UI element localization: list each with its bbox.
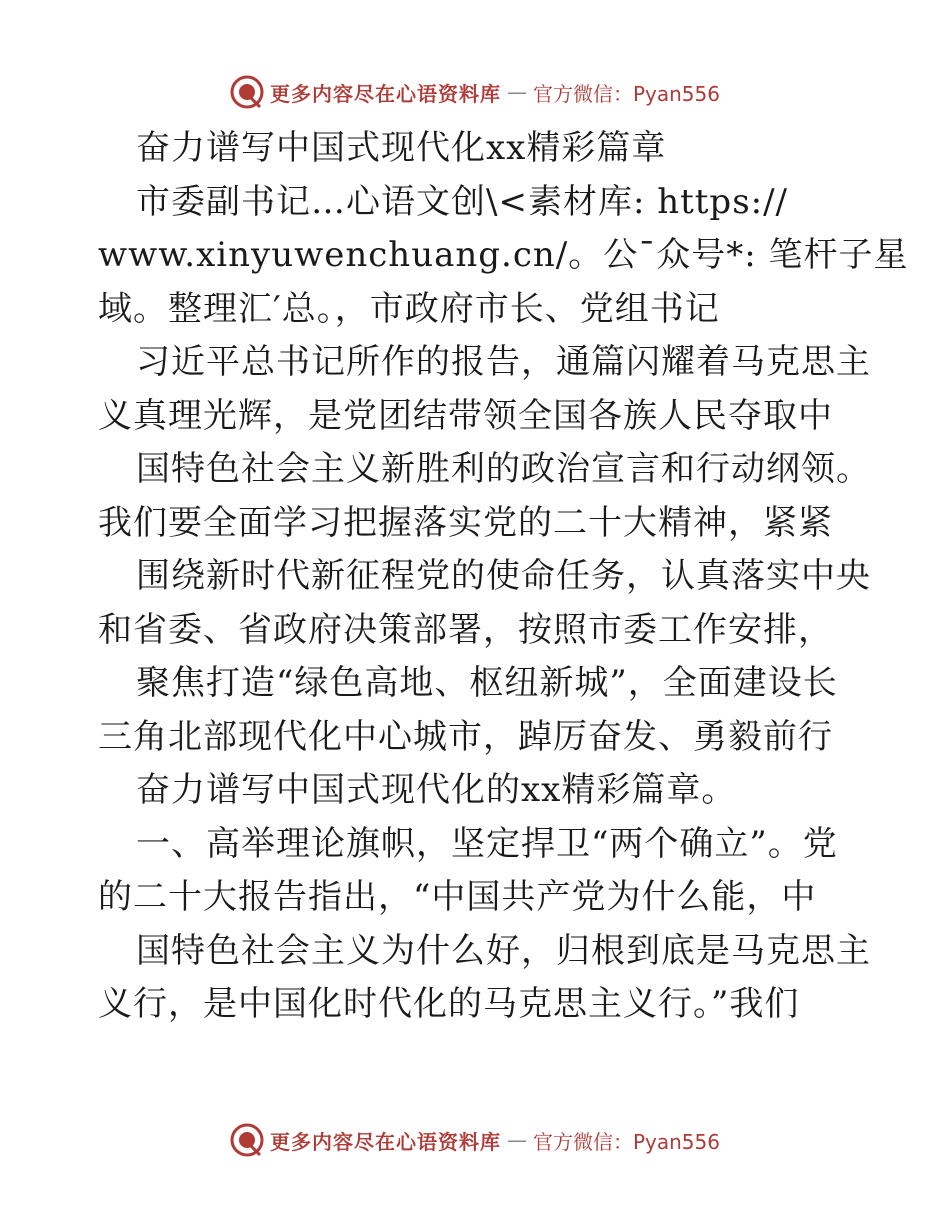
doc-line: 市委副书记…心语文创\<素材库: https:// — [136, 181, 789, 222]
header-banner — [0, 70, 950, 114]
doc-line: 聚焦打造“绿色高地、枢纽新城”，全面建设长 — [136, 663, 838, 703]
pen-logo-icon — [230, 1123, 264, 1157]
doc-line: 三角北部现代化中心城市，踔厉奋发、勇毅前行 — [98, 716, 833, 757]
doc-line: 域。整理汇′总。，市政府市长、党组书记 — [98, 288, 720, 329]
doc-line: 围绕新时代新征程党的使命任务，认真落实中央 — [136, 556, 871, 596]
doc-line: 的二十大报告指出，“中国共产党为什么能，中 — [98, 877, 817, 917]
footer-banner — [0, 1118, 950, 1162]
header-banner-text: 更多内容尽在心语资料库 — [269, 81, 501, 106]
document-body — [98, 122, 909, 1032]
doc-line: 和省委、省政府决策部署，按照市委工作安排， — [98, 609, 833, 650]
pen-logo-icon — [230, 75, 264, 109]
footer-banner-account: 官方微信：Pyan556 — [532, 1129, 720, 1154]
doc-line: 一、高举理论旗帜，坚定捍卫“两个确立”。党 — [136, 823, 838, 864]
header-banner-separator: — — [506, 80, 527, 104]
doc-title: 奋力谱写中国式现代化xx精彩篇章 — [136, 128, 667, 168]
footer-banner-separator: — — [506, 1128, 527, 1152]
header-banner-account: 官方微信：Pyan556 — [532, 81, 720, 106]
doc-line: 奋力谱写中国式现代化的xx精彩篇章。 — [136, 770, 737, 810]
doc-line: 我们要全面学习把握落实党的二十大精神，紧紧 — [98, 502, 833, 543]
doc-line: 国特色社会主义为什么好，归根到底是马克思主 — [136, 930, 871, 971]
doc-line: 义行，是中国化时代化的马克思主义行。”我们 — [98, 984, 800, 1024]
doc-line: 习近平总书记所作的报告，通篇闪耀着马克思主 — [136, 342, 871, 382]
doc-line: 义真理光辉，是党团结带领全国各族人民夺取中 — [98, 395, 833, 436]
footer-banner-text: 更多内容尽在心语资料库 — [269, 1129, 501, 1154]
doc-line: 国特色社会主义新胜利的政治宣言和行动纲领。 — [136, 449, 871, 489]
doc-line: www.xinyuwenchuang.cn/。公¯众号*: 笔杆子星 — [98, 235, 909, 275]
